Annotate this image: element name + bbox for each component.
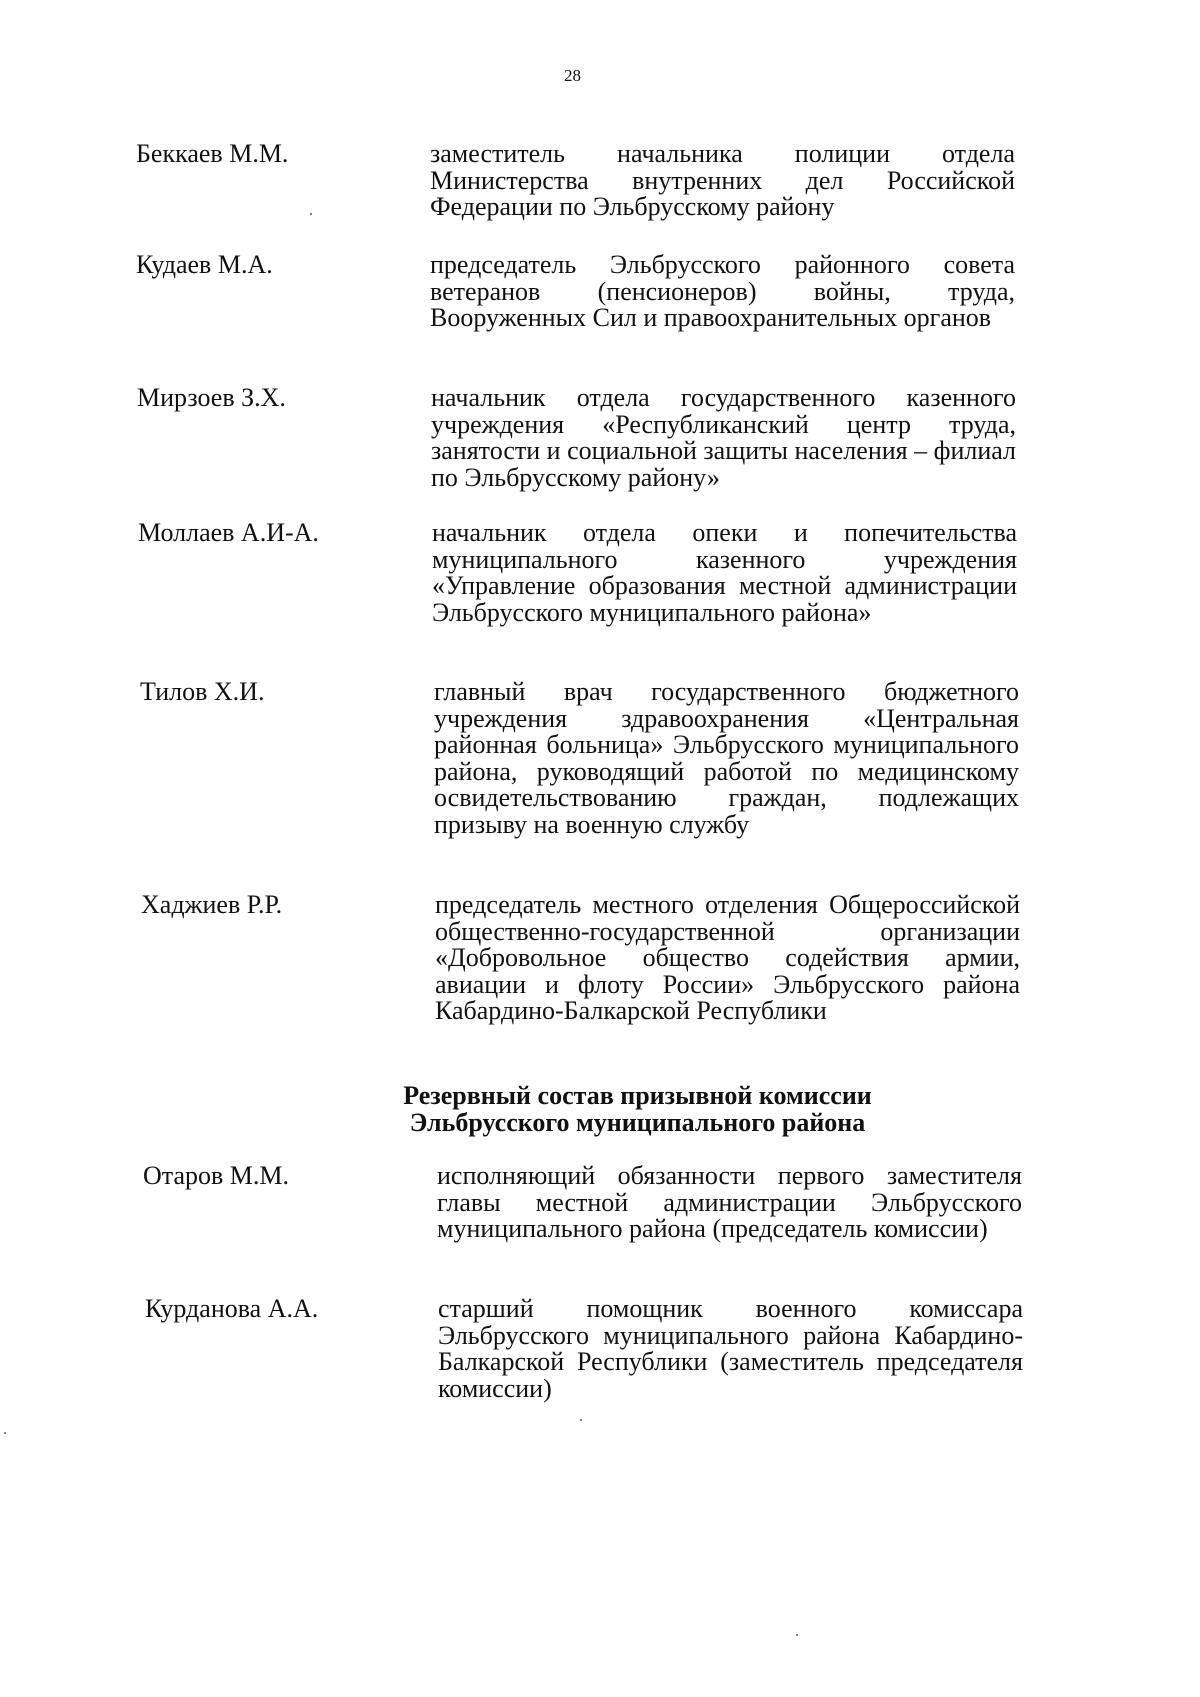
member-position: исполняющий обязанности первого заместителя главы местной администрации Эльбрусского муниципального района (председатель комиссии) (437, 1161, 1022, 1243)
member-position: заместитель начальника полиции отдела Министерства внутренних дел Российской Федерации по Эльбрусскому району (430, 139, 1015, 221)
member-name: Тилов Х.И. (140, 677, 265, 706)
member-name: Курданова А.А. (145, 1294, 319, 1323)
member-name: Мирзоев З.Х. (137, 383, 286, 412)
page-number: 28 (564, 66, 581, 85)
member-name: Кудаев М.А. (136, 250, 273, 279)
member-name: Хаджиев Р.Р. (141, 890, 283, 919)
member-position: начальник отдела государственного казенного учреждения «Республиканский центр труда, занятости и социальной защиты населения – филиал по Эльбрусскому району» (431, 383, 1016, 492)
scan-speck (580, 1419, 582, 1421)
reserve-section-heading (0, 1082, 1200, 1136)
member-position: главный врач государственного бюджетного учреждения здравоохранения «Центральная районная больница» Эльбрусского муниципального района, руководящий работой по медицинскому освидетельствованию граждан, подлежащих призыву на военную службу (434, 677, 1019, 839)
scan-speck (796, 1634, 798, 1636)
member-position: председатель Эльбрусского районного совета ветеранов (пенсионеров) войны, труда, Вооруженных Сил и правоохранительных органов (430, 250, 1015, 332)
member-position: начальник отдела опеки и попечительства муниципального казенного учреждения «Управление образования местной администрации Эльбрусского муниципального района» (432, 518, 1017, 627)
member-position: старший помощник военного комиссара Эльбрусского муниципального района Кабардино-Балкарской Республики (заместитель председателя комиссии) (438, 1294, 1023, 1403)
scan-speck (310, 213, 312, 215)
member-name: Беккаев М.М. (136, 139, 289, 168)
member-name: Отаров М.М. (143, 1161, 290, 1190)
reserve-heading-line: Резервный состав призывной комиссии (403, 1081, 872, 1110)
member-position: председатель местного отделения Общероссийской общественно-государственной организации «Добровольное общество содействия армии, авиации и флоту России» Эльбрусского района Кабардино-Балкарской Республики (435, 890, 1020, 1025)
member-name: Моллаев А.И-А. (138, 518, 319, 547)
reserve-heading-line: Эльбрусского муниципального района (409, 1108, 866, 1137)
scan-speck (4, 1432, 6, 1434)
